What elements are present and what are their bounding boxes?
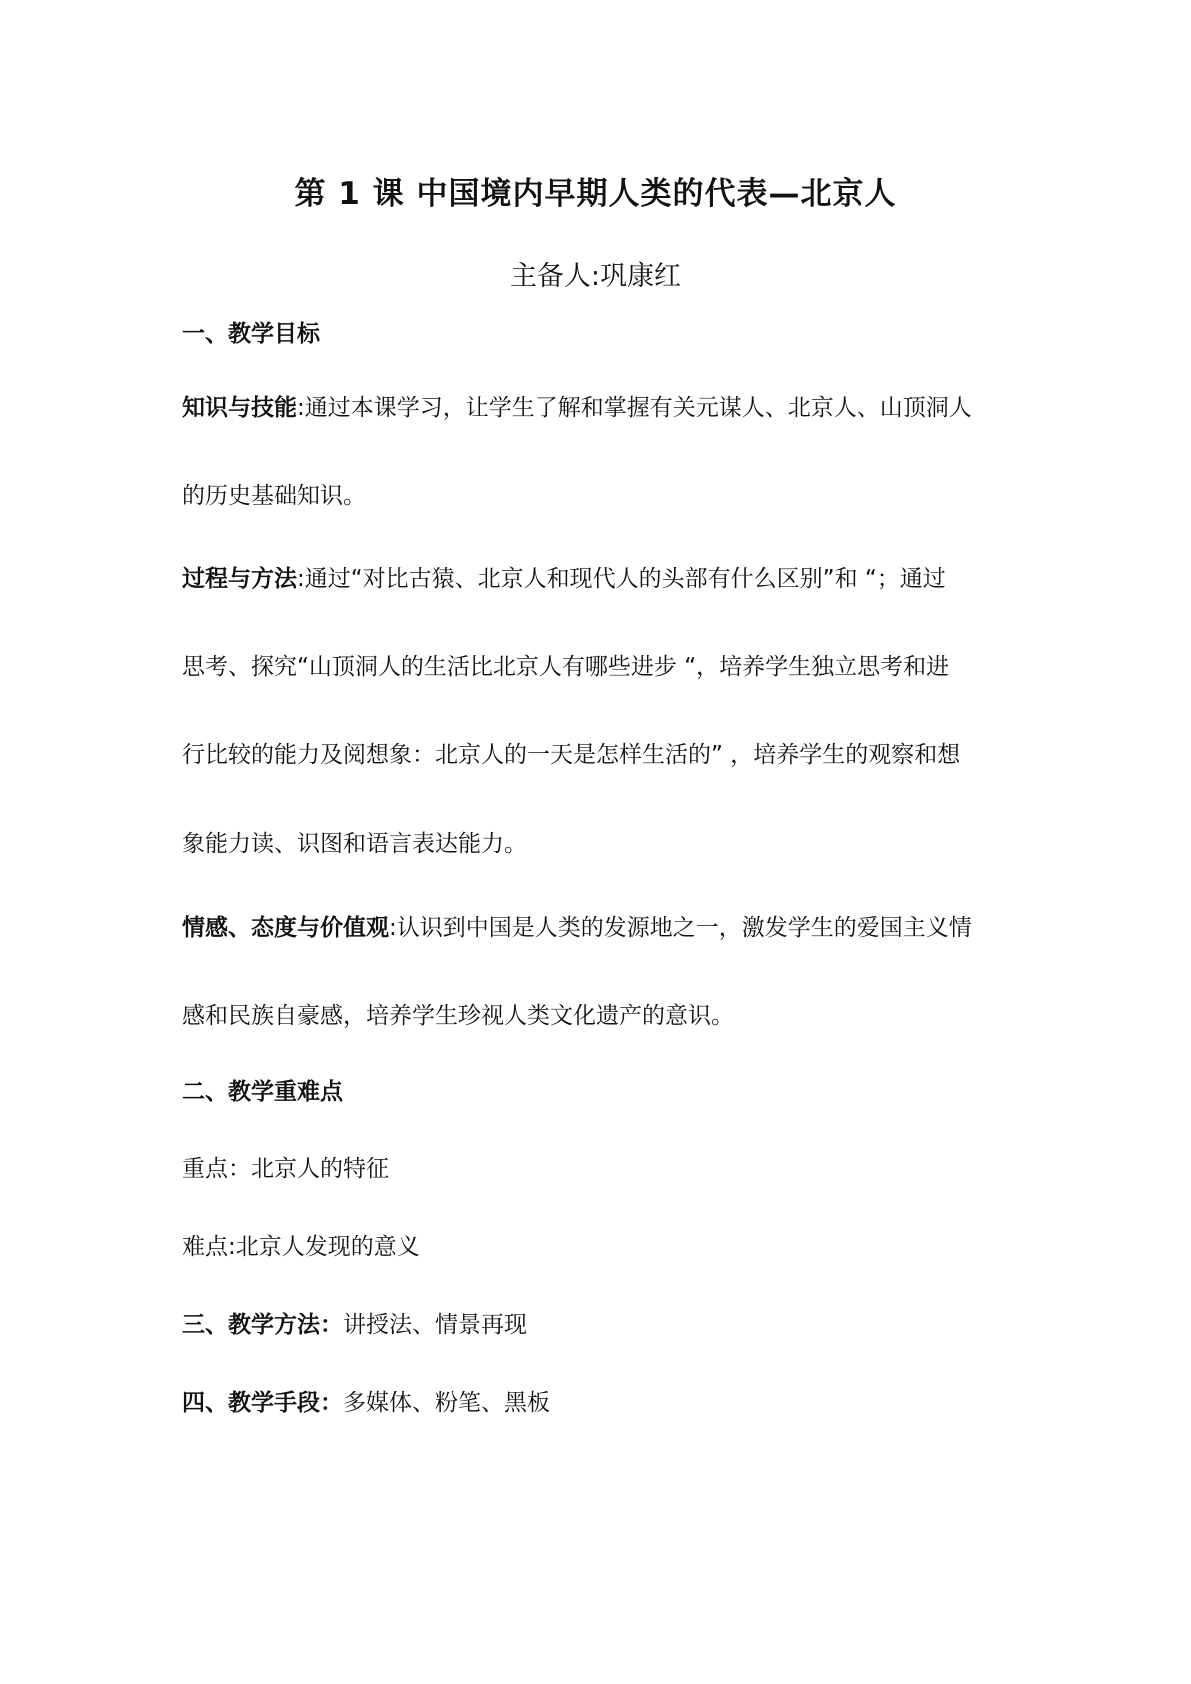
process-method-line-2: 思考、探究“山顶洞人的生活比北京人有哪些进步 “，培养学生独立思考和进: [182, 654, 950, 680]
teaching-method-text: 讲授法、情景再现: [343, 1312, 527, 1338]
emotion-values-text-1: :认识到中国是人类的发源地之一，激发学生的爱国主义情: [389, 915, 972, 941]
author-line: 主备人:巩康红: [509, 261, 682, 292]
teaching-method-line: [182, 1306, 527, 1339]
section-heading-key-points: 二、教学重难点: [182, 1079, 343, 1105]
emotion-values-line-1: [182, 909, 972, 942]
emotion-values-label: 情感、态度与价值观: [182, 915, 389, 941]
difficulty-line: 难点:北京人发现的意义: [182, 1234, 420, 1260]
knowledge-skills-label: 知识与技能: [182, 395, 297, 421]
key-point-line: 重点：北京人的特征: [182, 1156, 389, 1182]
process-method-label: 过程与方法: [182, 566, 297, 592]
teaching-means-line: [182, 1384, 550, 1417]
process-method-line-4: 象能力读、识图和语言表达能力。: [182, 831, 527, 857]
section-heading-teaching-means: 四、教学手段：: [182, 1390, 343, 1416]
process-method-text-1: :通过“对比古猿、北京人和现代人的头部有什么区别”和 “；通过: [297, 566, 946, 592]
process-method-line-3: 行比较的能力及阅想象：北京人的一天是怎样生活的” ，培养学生的观察和想: [182, 742, 961, 768]
process-method-line-1: [182, 560, 946, 593]
section-heading-teaching-method: 三、教学方法：: [182, 1312, 343, 1338]
section-heading-objectives: 一、教学目标: [182, 321, 320, 347]
emotion-values-line-2: 感和民族自豪感，培养学生珍视人类文化遗产的意识。: [182, 1003, 734, 1029]
knowledge-skills-line-1: [182, 389, 972, 422]
knowledge-skills-line-2: 的历史基础知识。: [182, 483, 366, 509]
page-title: 第 1 课 中国境内早期人类的代表—北京人: [294, 176, 897, 212]
knowledge-skills-text-1: :通过本课学习，让学生了解和掌握有关元谋人、北京人、山顶洞人: [297, 395, 972, 421]
teaching-means-text: 多媒体、粉笔、黑板: [343, 1390, 550, 1416]
